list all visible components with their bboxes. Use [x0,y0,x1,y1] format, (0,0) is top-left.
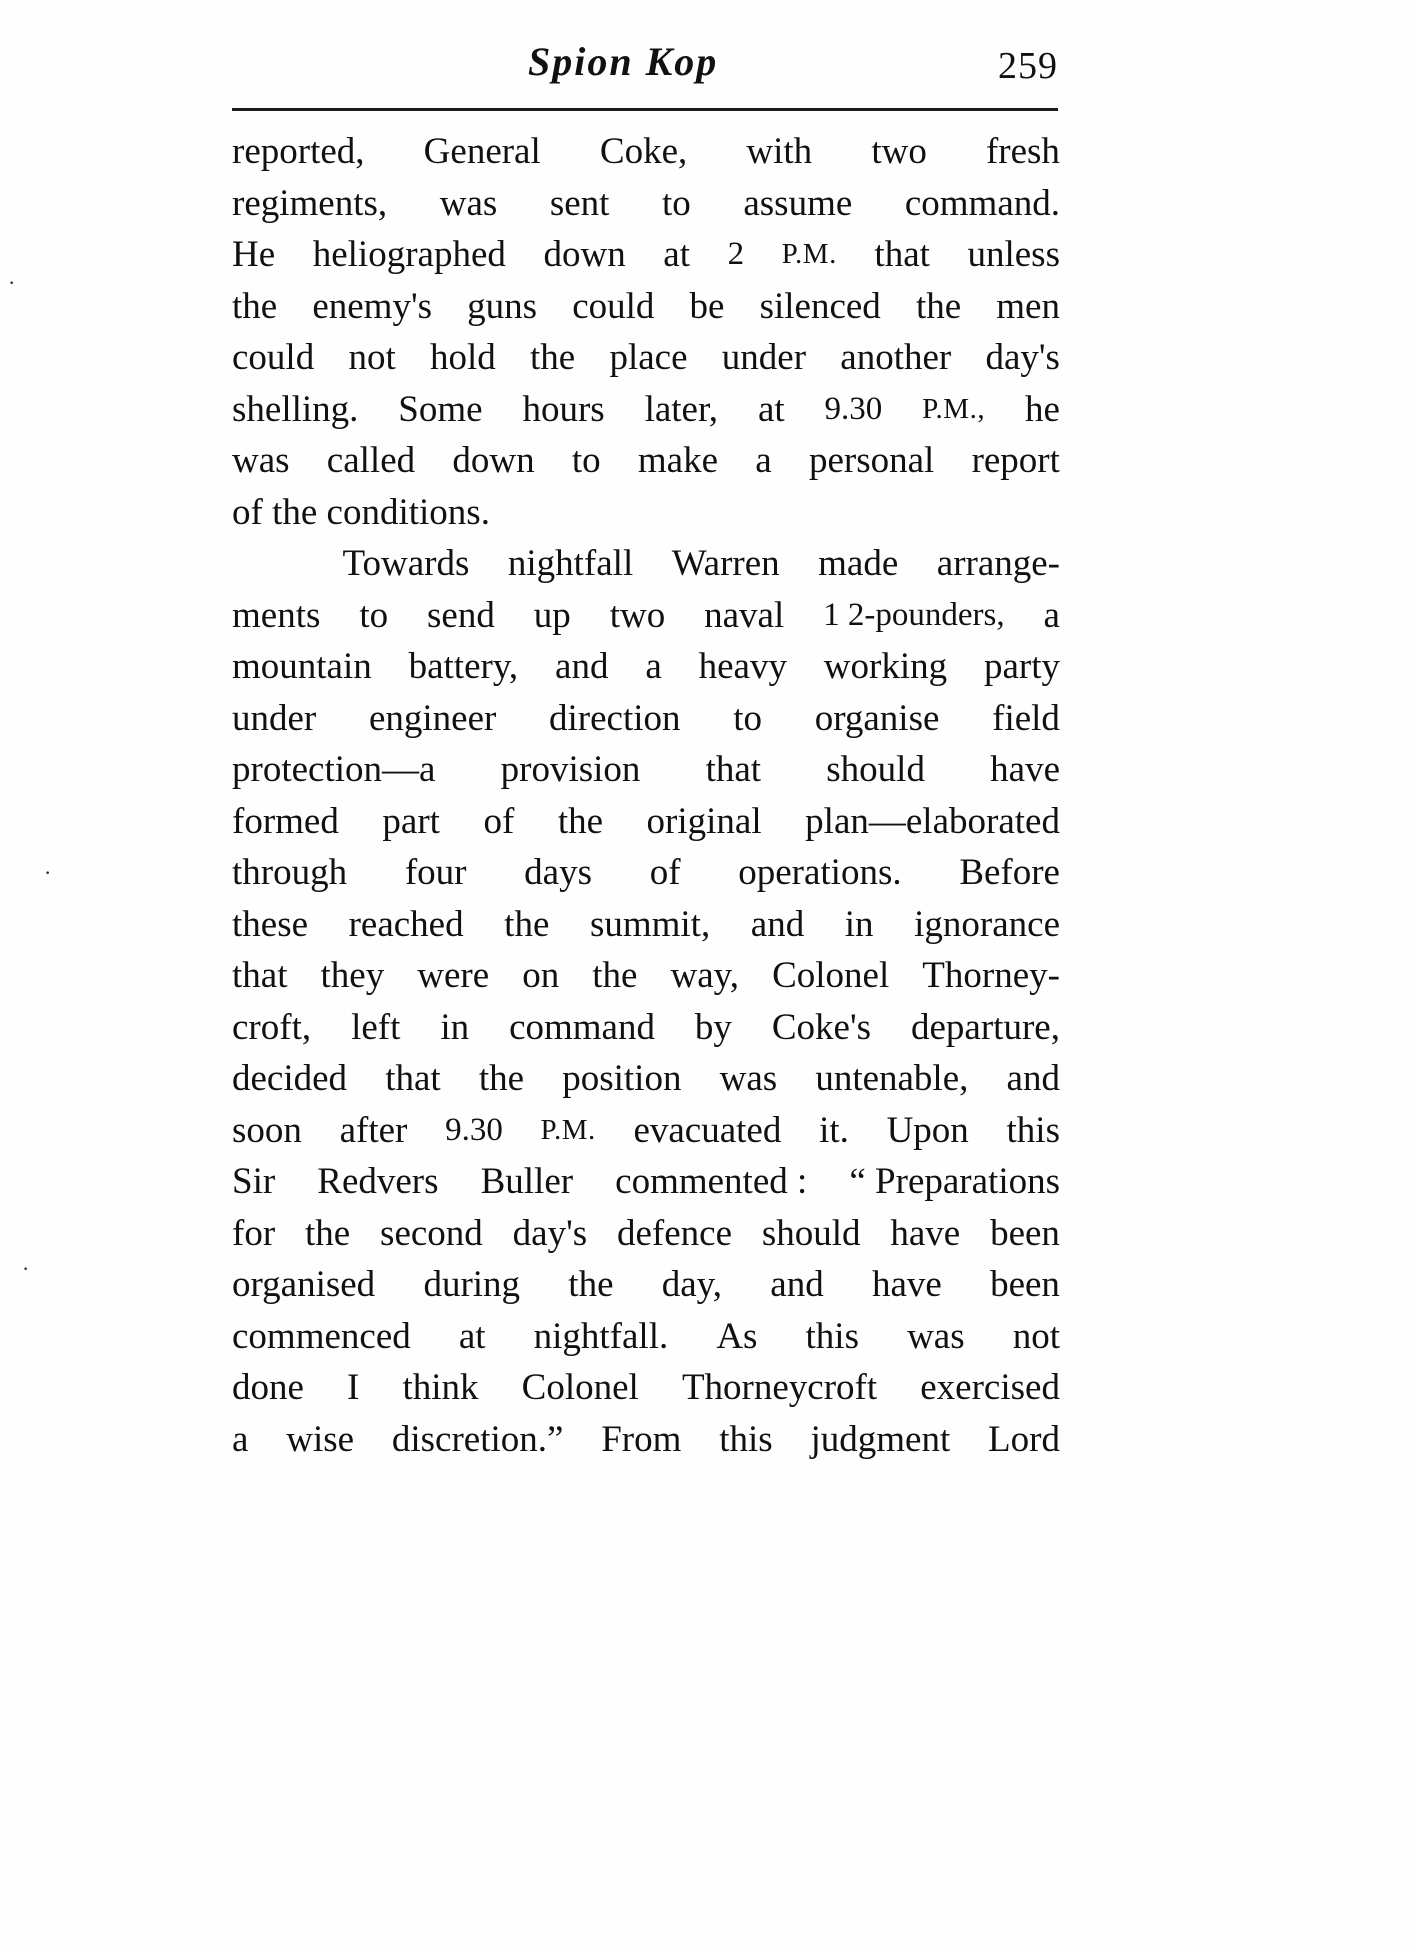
word: field [992,697,1060,739]
text-line [232,1208,1060,1260]
word: judgment [810,1418,951,1460]
word: Some [398,388,483,430]
word: up [533,594,571,636]
word: under [721,337,807,378]
word: original [646,800,762,842]
word: Thorneycroft [681,1367,878,1408]
word: battery, [408,646,519,687]
word: four [404,852,467,893]
word: assume [743,182,853,224]
word: soon [232,1109,302,1151]
word: Coke, [599,131,688,172]
word: at [458,1315,486,1357]
word: conditions. [326,491,490,533]
word: another [840,337,952,378]
word: way, [670,955,740,996]
text-line [232,950,1060,1002]
word: called [326,440,416,481]
word: in [440,1006,470,1048]
word: enemy's [312,285,433,327]
word: down [543,234,626,275]
word: a [755,440,772,481]
word: operations. [738,852,902,893]
word: party [983,646,1060,687]
word: Colonel [521,1367,639,1408]
word: could [572,285,655,327]
word: it. [819,1109,849,1151]
word: days [524,852,592,893]
word: guns [467,285,538,327]
word: sent [549,182,610,224]
word: Before [959,852,1060,893]
word: that [874,234,930,275]
word: Sir [232,1161,276,1202]
word: As [716,1315,758,1357]
text-line [232,178,1060,230]
text-line [232,641,1060,693]
page-header [232,38,1058,98]
word: hold [429,337,496,378]
word: shelling. [232,388,359,430]
word: the [557,800,604,842]
text-line [232,1002,1060,1054]
word: provision [500,749,641,790]
text-line [232,538,1060,590]
word: have [990,749,1060,790]
word: on [522,955,560,996]
word: evacuated [633,1109,782,1151]
word: commenced [232,1315,411,1357]
word: heavy [698,646,787,687]
word: been [990,1212,1060,1254]
word: 2 [727,236,745,272]
word: to [733,697,763,739]
word: to [359,594,389,636]
word: not [348,337,396,378]
word: P.M. [781,238,837,270]
word: should [761,1212,861,1254]
word: and [555,646,609,687]
word: was [719,1058,778,1099]
margin-mark-1: · [8,270,16,295]
text-line [232,487,1060,539]
word: of [483,800,515,842]
word: the [232,285,278,327]
text-line [232,281,1060,333]
word: Lord [988,1418,1060,1460]
word: 1 2-pounders, [823,596,1005,633]
word: exercised [920,1367,1060,1408]
text-line [232,1156,1060,1208]
word: the [504,903,550,945]
word: nightfall. [533,1315,669,1357]
word: engineer [368,697,497,739]
word: done [232,1367,304,1408]
word: a [232,1418,249,1460]
word: be [689,285,725,327]
word: discretion.” [391,1418,564,1460]
word: should [826,749,925,790]
word: hours [522,388,605,430]
word: day's [985,337,1060,378]
word: at [663,234,690,275]
word: regiments, [232,182,388,224]
word: Thorney- [922,955,1060,996]
word: left [351,1006,401,1048]
word: ments [232,594,321,636]
word: the [272,491,318,533]
word: protection—a [232,749,436,790]
page-number: 259 [998,45,1058,87]
word: General [423,131,541,172]
text-line [232,435,1060,487]
word: report [971,440,1060,481]
header-rule [232,108,1058,111]
word: mountain [232,646,372,687]
word: day's [512,1212,588,1254]
word: this [1006,1109,1060,1151]
word: two [609,594,666,636]
word: made [818,543,899,584]
word: reported, [232,131,365,172]
word: reached [348,903,464,945]
word: command. [904,182,1060,224]
word: during [423,1264,521,1305]
word: make [637,440,719,481]
paragraph-indent [232,538,304,590]
word: heliographed [312,234,506,275]
word: he [1024,388,1060,430]
word: that [705,749,762,790]
word: have [890,1212,961,1254]
word: 9.30 [445,1111,503,1148]
word: and [1006,1058,1060,1099]
word: for [232,1212,276,1254]
word: and [750,903,805,945]
word: a [645,646,662,687]
text-line [232,1053,1060,1105]
word: Warren [671,543,780,584]
word: men [996,285,1060,327]
margin-mark-3: · [22,1256,30,1281]
word: organised [232,1264,376,1305]
text-line [232,847,1060,899]
word: at [757,388,785,430]
word: departure, [911,1006,1060,1048]
word: the [478,1058,525,1099]
word: Coke's [771,1006,872,1048]
word: P.M. [540,1113,596,1146]
text-line [232,332,1060,384]
text-line [232,590,1060,642]
word: this [805,1315,859,1357]
word: under [232,697,317,739]
word: unless [967,234,1060,275]
word: formed [232,800,339,842]
word: direction [549,697,681,739]
text-line [232,1414,1060,1466]
text-line [232,744,1060,796]
word: these [232,903,309,945]
word: organise [814,697,940,739]
word: by [694,1006,732,1048]
word: with [746,131,813,172]
word: the [592,955,638,996]
word: the [568,1264,614,1305]
word: croft, [232,1006,312,1048]
body-text [232,126,1060,1465]
word: working [823,646,948,687]
word: fresh [985,131,1060,172]
word: that [385,1058,441,1099]
word: to [662,182,691,224]
word: second [380,1212,483,1254]
word: of [649,852,681,893]
word: Upon [886,1109,969,1151]
word: and [770,1264,824,1305]
word: plan—elaborated [805,800,1060,842]
word: have [871,1264,942,1305]
word: were [417,955,490,996]
text-line [232,1362,1060,1414]
word: Towards [342,543,470,584]
text-line [232,384,1060,436]
word: summit, [589,903,711,945]
word: the [915,285,962,327]
word: was [907,1315,965,1357]
word: was [439,182,498,224]
word: down [452,440,535,481]
word: decided [232,1058,348,1099]
running-title: Spion Kop [528,39,719,84]
word: command [509,1006,655,1048]
word: that [232,955,288,996]
word: Buller [480,1161,574,1202]
word: naval [704,594,785,636]
word: arrange- [936,543,1060,584]
word: defence [616,1212,732,1254]
word: could [232,337,315,378]
word: nightfall [507,543,634,584]
word: He [232,234,276,275]
word: untenable, [815,1058,969,1099]
word: Redvers [317,1161,439,1202]
word: they [320,955,385,996]
word: was [232,440,290,481]
word: part [382,800,440,842]
word: From [601,1418,682,1460]
word: “ Preparations [849,1161,1060,1202]
margin-mark-2: · [44,860,52,885]
word: of [232,491,263,533]
word: later, [644,388,719,430]
text-line [232,126,1060,178]
text-line [232,1259,1060,1311]
word: personal [808,440,935,481]
word: after [339,1109,408,1151]
word: been [990,1264,1060,1305]
word: Colonel [772,955,890,996]
word: commented : [615,1161,808,1202]
word: in [844,903,874,945]
word: the [530,337,576,378]
word: silenced [759,285,881,327]
word: place [609,337,688,378]
word: P.M., [922,392,986,425]
word: the [305,1212,351,1254]
word: not [1012,1315,1060,1357]
word: think [402,1367,479,1408]
text-line [232,229,1060,281]
word: this [719,1418,773,1460]
text-line [232,1311,1060,1363]
text-line [232,796,1060,848]
text-line [232,1105,1060,1157]
word: I [347,1367,360,1408]
text-line [232,693,1060,745]
text-line [232,899,1060,951]
word: day, [661,1264,723,1305]
word: through [232,852,348,893]
word: position [562,1058,682,1099]
word: to [571,440,601,481]
word: wise [286,1418,355,1460]
word: ignorance [914,903,1060,945]
word: a [1043,594,1060,636]
word: two [871,131,927,172]
word: 9.30 [824,390,883,427]
word: send [427,594,495,636]
